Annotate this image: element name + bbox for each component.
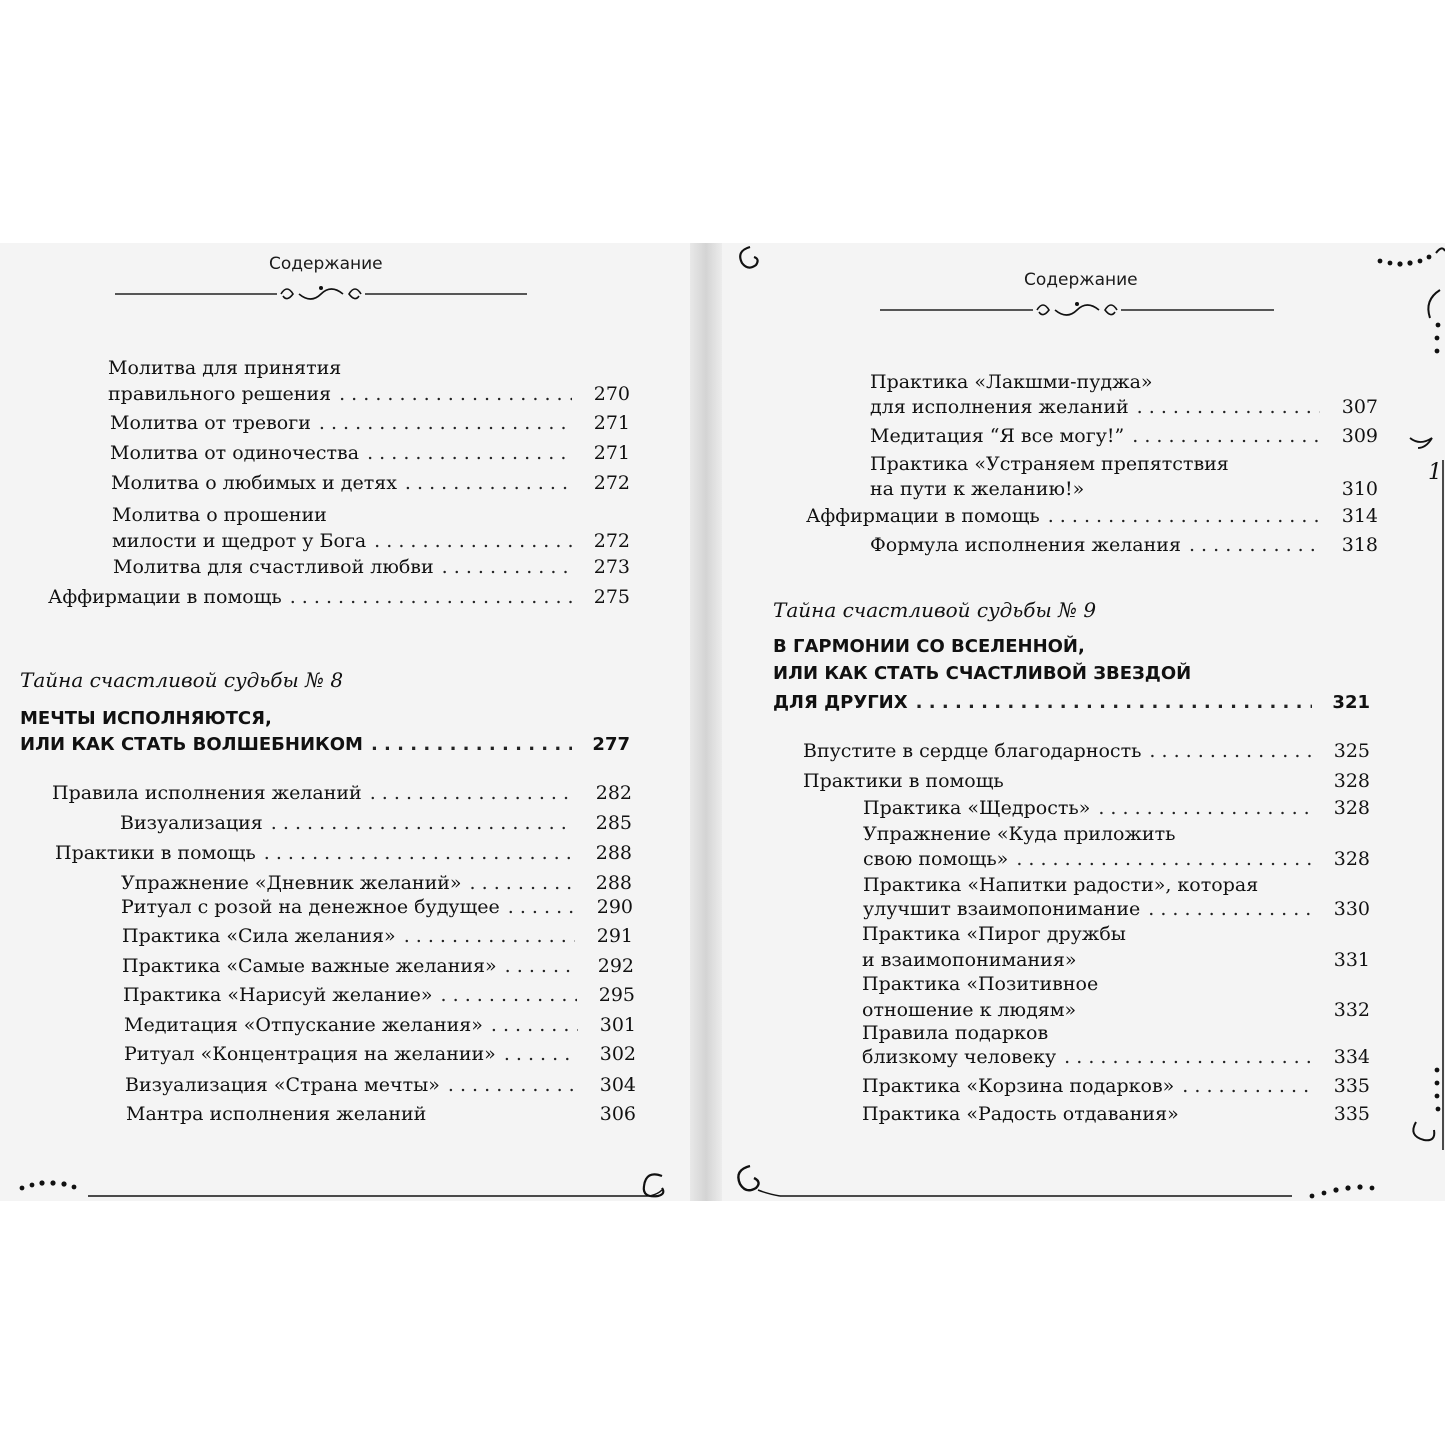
section-title-entry	[20, 734, 630, 756]
toc-entry-label: Молитва о любимых и детях	[111, 472, 397, 494]
toc-entry	[803, 770, 1370, 792]
toc-entry-label: Аффирмации в помощь	[806, 505, 1040, 527]
toc-entry-page: 332	[1333, 999, 1370, 1021]
leader-dots	[442, 556, 572, 578]
toc-entry-page: 272	[593, 530, 630, 552]
toc-entry-label: Молитва для счастливой любви	[113, 556, 434, 578]
toc-entry-label: Ритуал с розой на денежное будущее	[121, 896, 500, 918]
toc-entry-label: Мантра исполнения желаний	[126, 1103, 427, 1125]
toc-entry	[120, 812, 632, 834]
toc-entry-label-line: Практика «Напитки радости», которая	[863, 874, 1259, 896]
toc-entry-page: 301	[599, 1014, 636, 1036]
toc-entry-label: Молитва от одиночества	[110, 442, 360, 464]
toc-entry-label: Впустите в сердце благодарность	[803, 740, 1142, 762]
toc-entry	[862, 1103, 1370, 1125]
toc-entry	[52, 782, 632, 804]
toc-entry	[862, 1075, 1370, 1097]
leader-dots	[1048, 505, 1320, 527]
toc-entry-page: 307	[1341, 396, 1378, 418]
toc-entry-page: 334	[1333, 1046, 1370, 1068]
toc-entry	[121, 872, 632, 894]
leader-dots	[491, 1014, 578, 1036]
toc-entry-label-line: Практика «Лакшми-пуджа»	[870, 371, 1153, 393]
toc-entry	[863, 898, 1370, 920]
leader-dots	[1137, 396, 1320, 418]
toc-entry-page: 285	[595, 812, 632, 834]
toc-entry-label-line: Молитва о прошении	[112, 504, 327, 526]
toc-entry-label: свою помощь»	[863, 848, 1009, 870]
section-title-line: В ГАРМОНИИ СО ВСЕЛЕННОЙ,	[773, 636, 1085, 657]
header-ornament-left	[115, 282, 527, 306]
toc-entry-page: 310	[1341, 478, 1378, 500]
toc-entry-label: Практика «Щедрость»	[863, 797, 1091, 819]
running-head-right: Содержание	[1024, 270, 1138, 290]
toc-entry-page: 330	[1333, 898, 1370, 920]
section-title-line: ДЛЯ ДРУГИХ	[773, 692, 908, 713]
toc-entry	[48, 586, 630, 608]
toc-entry-page: 273	[593, 556, 630, 578]
toc-entry-page: 292	[597, 955, 634, 977]
toc-entry-label: Практика «Сила желания»	[122, 925, 396, 947]
toc-entry-label: Правила исполнения желаний	[52, 782, 362, 804]
toc-entry	[112, 530, 630, 552]
leader-dots	[1182, 1075, 1312, 1097]
toc-entry	[121, 896, 633, 918]
toc-entry	[803, 740, 1370, 762]
toc-entry	[110, 442, 630, 464]
leader-dots	[508, 896, 575, 918]
toc-entry-page: 288	[595, 872, 632, 894]
leader-dots	[339, 383, 572, 405]
toc-entry-page: 306	[599, 1103, 636, 1125]
toc-entry	[110, 412, 630, 434]
toc-entry-page: 325	[1333, 740, 1370, 762]
toc-entry-label-line: Практика «Позитивное	[862, 973, 1099, 995]
toc-entry	[870, 478, 1378, 500]
toc-entry-page: 282	[595, 782, 632, 804]
leader-dots	[441, 984, 577, 1006]
leader-dots	[319, 412, 572, 434]
toc-entry	[124, 1043, 636, 1065]
leader-dots	[271, 812, 574, 834]
edge-ornament-right	[1400, 280, 1445, 1190]
leader-dots	[405, 472, 572, 494]
toc-entry-label: Формула исполнения желания	[870, 534, 1181, 556]
toc-entry	[870, 425, 1378, 447]
toc-entry-label: правильного решения	[108, 383, 332, 405]
toc-entry-label: Практика «Радость отдавания»	[862, 1103, 1179, 1125]
section-title-line: МЕЧТЫ ИСПОЛНЯЮТСЯ,	[20, 708, 272, 729]
toc-entry-page: 288	[595, 842, 632, 864]
section-label: Тайна счастливой судьбы № 8	[20, 668, 344, 692]
header-ornament-right	[880, 298, 1274, 322]
toc-entry-page: 291	[596, 925, 633, 947]
toc-entry-page: 321	[1332, 692, 1370, 713]
toc-entry-page: 270	[593, 383, 630, 405]
leader-dots	[916, 692, 1312, 714]
leader-dots	[1148, 898, 1312, 920]
toc-entry-label: Практики в помощь	[803, 770, 1004, 792]
toc-entry	[862, 999, 1370, 1021]
toc-entry-page: 318	[1341, 534, 1378, 556]
section-title-line: ИЛИ КАК СТАТЬ ВОЛШЕБНИКОМ	[20, 734, 363, 755]
toc-entry-page: 335	[1333, 1075, 1370, 1097]
toc-entry-label: для исполнения желаний	[870, 396, 1129, 418]
toc-entry-label: Ритуал «Концентрация на желании»	[124, 1043, 496, 1065]
toc-entry-label: отношение к людям»	[862, 999, 1077, 1021]
leader-dots	[371, 734, 572, 756]
toc-entry-label-line: Правила подарков	[862, 1022, 1049, 1044]
section-title-entry	[773, 692, 1370, 714]
toc-entry	[870, 396, 1378, 418]
leader-dots	[1098, 797, 1312, 819]
toc-entry-page: 328	[1333, 797, 1370, 819]
toc-entry-page: 275	[593, 586, 630, 608]
toc-entry-label: Визуализация	[120, 812, 263, 834]
leader-dots	[505, 955, 576, 977]
leader-dots	[1132, 425, 1320, 447]
toc-entry-label: и взаимопонимания»	[862, 949, 1077, 971]
section-label: Тайна счастливой судьбы № 9	[773, 598, 1097, 622]
toc-entry	[806, 505, 1378, 527]
toc-entry-label-line: Практика «Устраняем препятствия	[870, 453, 1229, 475]
toc-entry-label-line: Практика «Пирог дружбы	[862, 923, 1126, 945]
leader-dots	[404, 925, 575, 947]
toc-entry-label: близкому человеку	[862, 1046, 1057, 1068]
toc-entry-page: 290	[596, 896, 633, 918]
toc-entry-label: Визуализация «Страна мечты»	[125, 1074, 440, 1096]
page-number: 1	[1428, 460, 1442, 485]
toc-entry	[108, 383, 630, 405]
corner-ornament-top-right	[1340, 243, 1445, 273]
toc-entry-label: Аффирмации в помощь	[48, 586, 282, 608]
toc-entry-page: 277	[592, 734, 630, 755]
toc-entry-page: 271	[593, 442, 630, 464]
toc-entry-label: улучшит взаимопонимание	[863, 898, 1141, 920]
toc-entry-page: 328	[1333, 848, 1370, 870]
toc-entry-page: 295	[598, 984, 635, 1006]
toc-entry-label: Упражнение «Дневник желаний»	[121, 872, 462, 894]
toc-entry-page: 328	[1333, 770, 1370, 792]
leader-dots	[1016, 848, 1312, 870]
toc-entry	[126, 1103, 636, 1125]
toc-entry	[870, 534, 1378, 556]
toc-entry-page: 331	[1333, 949, 1370, 971]
leader-dots	[1189, 534, 1320, 556]
toc-entry	[863, 797, 1370, 819]
toc-entry	[111, 472, 630, 494]
toc-entry-page: 271	[593, 412, 630, 434]
toc-entry-label: Молитва от тревоги	[110, 412, 311, 434]
toc-entry-label: Медитация «Отпускание желания»	[124, 1014, 483, 1036]
running-head-left: Содержание	[269, 254, 383, 274]
toc-entry-page: 335	[1333, 1103, 1370, 1125]
toc-entry-label: Практика «Корзина подарков»	[862, 1075, 1175, 1097]
toc-entry	[113, 556, 630, 578]
leader-dots	[470, 872, 574, 894]
toc-entry	[122, 925, 633, 947]
leader-dots	[374, 530, 572, 552]
book-gutter	[690, 243, 722, 1201]
leader-dots	[370, 782, 574, 804]
leader-dots	[448, 1074, 578, 1096]
toc-entry	[122, 955, 634, 977]
toc-entry-label: Медитация “Я все могу!”	[870, 425, 1125, 447]
corner-ornament-top-left	[732, 243, 792, 273]
toc-entry-page: 272	[593, 472, 630, 494]
toc-entry	[124, 1014, 636, 1036]
toc-entry	[863, 848, 1370, 870]
toc-entry-label-line: Упражнение «Куда приложить	[863, 823, 1176, 845]
toc-entry-page: 304	[599, 1074, 636, 1096]
leader-dots	[290, 586, 572, 608]
footer-ornament-left	[10, 1168, 690, 1200]
toc-entry-label: Практики в помощь	[55, 842, 256, 864]
toc-entry	[862, 949, 1370, 971]
leader-dots	[367, 442, 572, 464]
toc-entry-label: на пути к желанию!»	[870, 478, 1085, 500]
toc-entry-page: 314	[1341, 505, 1378, 527]
toc-entry	[55, 842, 632, 864]
leader-dots	[504, 1043, 578, 1065]
toc-entry	[862, 1046, 1370, 1068]
section-title-line: ИЛИ КАК СТАТЬ СЧАСТЛИВОЙ ЗВЕЗДОЙ	[773, 663, 1192, 684]
footer-ornament-right	[732, 1160, 1412, 1200]
toc-entry	[123, 984, 635, 1006]
toc-entry-label: Практика «Нарисуй желание»	[123, 984, 433, 1006]
leader-dots	[1064, 1046, 1312, 1068]
leader-dots	[264, 842, 574, 864]
toc-entry-label-line: Молитва для принятия	[108, 357, 342, 379]
toc-entry-label: милости и щедрот у Бога	[112, 530, 367, 552]
toc-entry	[125, 1074, 636, 1096]
toc-entry-page: 309	[1341, 425, 1378, 447]
leader-dots	[1149, 740, 1312, 762]
toc-entry-page: 302	[599, 1043, 636, 1065]
toc-entry-label: Практика «Самые важные желания»	[122, 955, 497, 977]
